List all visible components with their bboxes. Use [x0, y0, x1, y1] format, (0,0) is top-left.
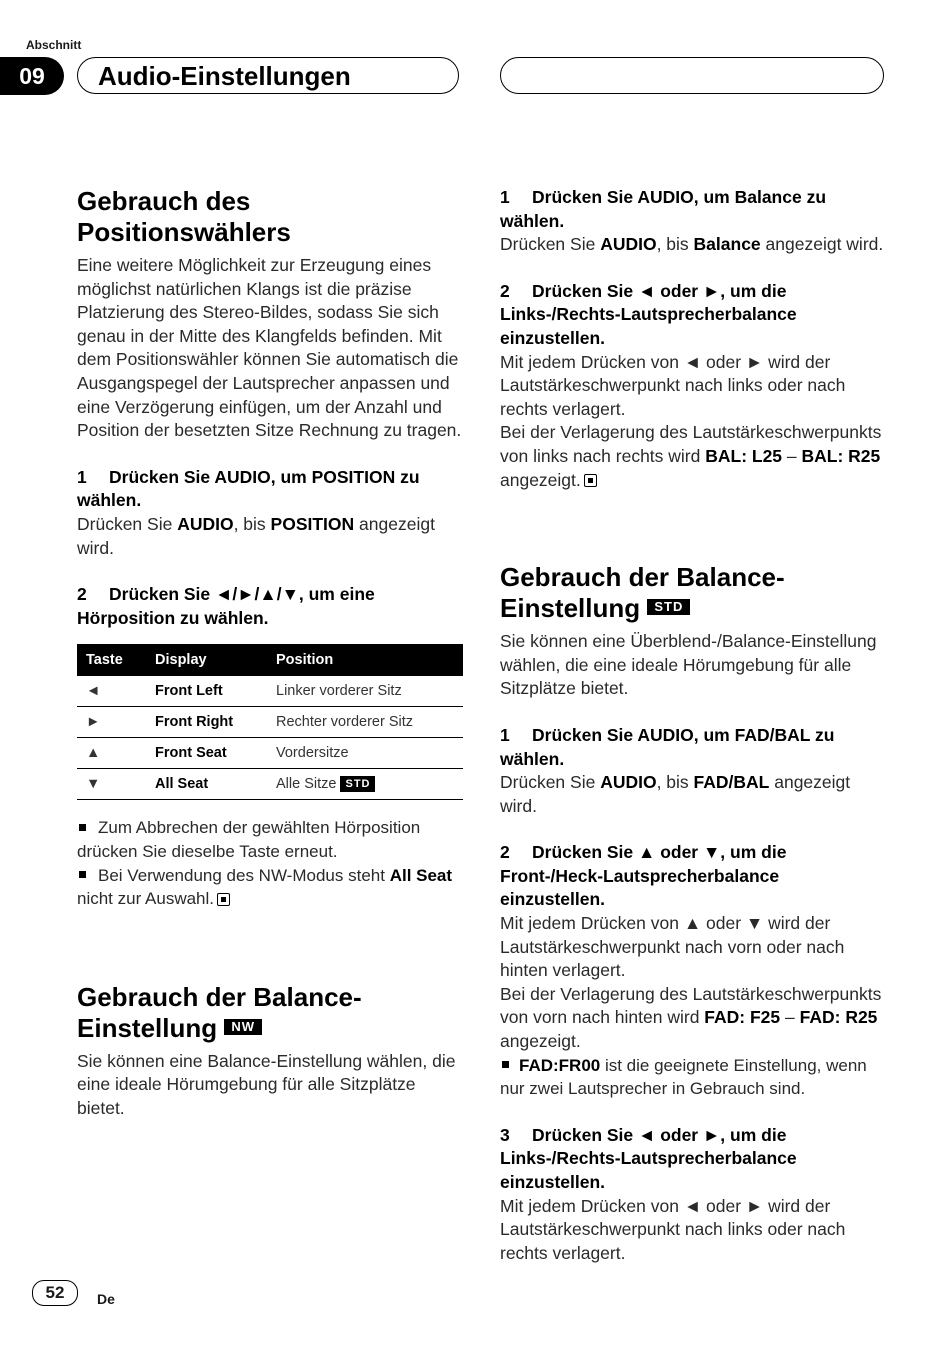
table-cell-display: Front Seat	[146, 738, 267, 769]
fad-step-2-display: Bei der Verlagerung des Lautstärkeschwerpunkts von vorn nach hinten wird FAD: F25 – FAD: R25 angezeigt.	[500, 983, 882, 1052]
fad-step-3-title: 3 Drücken Sie ◄ oder ►, um die Links-/Rechts-Lautsprecherbalance einzustellen.	[500, 1124, 797, 1192]
table-cell-position: Linker vorderer Sitz	[267, 676, 463, 707]
end-mark-icon	[584, 474, 597, 487]
table-header-position: Position	[267, 644, 463, 676]
heading-balance-nw: Gebrauch der Balance-Einstellung NW	[77, 981, 362, 1043]
table-cell-display: Front Right	[146, 707, 267, 738]
position-intro: Eine weitere Möglichkeit zur Erzeugung eines möglichst natürlichen Klangs ist die präzise Platzierung des Stereo-Bildes, sodass Sie sich genau in der Mitte des Klangfelds befinden. Mit dem Positionswähler können Sie automatisch die Ausgangspegel der Lautsprecher anpassen und eine Verzögerung einfügen, um der Anzahl und Position der besetzten Sitze Rechnung zu tragen.	[77, 255, 462, 441]
step-1-text: Drücken Sie AUDIO, bis POSITION angezeigt wird.	[77, 513, 435, 558]
step-2-title: 2 Drücken Sie ◄/►/▲/▼, um eine Hörposition zu wählen.	[77, 584, 375, 628]
step-1-title: 1 Drücken Sie AUDIO, um POSITION zu wählen.	[77, 466, 420, 511]
table-row	[77, 738, 463, 769]
std-badge: STD	[647, 599, 690, 615]
right-step-1-text: Drücken Sie AUDIO, bis Balance angezeigt wird.	[500, 234, 884, 255]
balance-std-text: Sie können eine Überblend-/Balance-Einstellung wählen, die eine ideale Hörumgebung für alle Sitzplätze bietet.	[500, 631, 877, 699]
section-title: Audio-Einstellungen	[98, 61, 351, 91]
table-cell-key: ►	[77, 707, 146, 738]
nw-badge: NW	[224, 1019, 262, 1035]
table-header-display: Display	[146, 644, 267, 676]
page-number: 52	[32, 1280, 78, 1306]
fad-step-1-text: Drücken Sie AUDIO, bis FAD/BAL angezeigt wird.	[500, 772, 851, 816]
right-step-2-text: Mit jedem Drücken von ◄ oder ► wird der Lautstärkeschwerpunkt nach links oder nach rechts verlagert.	[500, 351, 846, 419]
end-mark-icon	[217, 893, 230, 906]
heading-balance-std: Gebrauch der Balance-Einstellung STD	[500, 562, 785, 624]
note-nw-mode: Bei Verwendung des NW-Modus steht All Seat nicht zur Auswahl.	[77, 865, 453, 909]
empty-header-box	[500, 57, 884, 94]
table-cell-display: Front Left	[146, 676, 267, 707]
table-row	[77, 676, 463, 707]
note-cancel: Zum Abbrechen der gewählten Hörposition drücken Sie dieselbe Taste erneut.	[77, 818, 421, 861]
table-cell-position: Rechter vorderer Sitz	[267, 707, 463, 738]
table-cell-position: Vordersitze	[267, 738, 463, 769]
note-fad-fr00: FAD:FR00 ist die geeignete Einstellung, wenn nur zwei Lautsprecher in Gebrauch sind.	[500, 1055, 867, 1099]
heading-position-selector: Gebrauch des Positionswählers	[77, 186, 291, 247]
right-step-2-display: Bei der Verlagerung des Lautstärkeschwerpunkts von links nach rechts wird BAL: L25 – BAL: R25 angezeigt.	[500, 422, 882, 490]
language-code: De	[97, 1291, 115, 1307]
bullet-square-icon	[79, 871, 86, 878]
bullet-square-icon	[502, 1061, 509, 1068]
section-title-box	[77, 57, 459, 94]
fad-step-2-title: 2 Drücken Sie ▲ oder ▼, um die Front-/Heck-Lautsprecherbalance einzustellen.	[500, 842, 787, 910]
position-table	[77, 644, 463, 800]
section-number: 09	[0, 57, 64, 95]
fad-step-3-text: Mit jedem Drücken von ◄ oder ► wird der Lautstärkeschwerpunkt nach links oder nach rechts verlagert.	[500, 1195, 846, 1263]
table-row	[77, 769, 463, 800]
fad-step-1-title: 1 Drücken Sie AUDIO, um FAD/BAL zu wählen.	[500, 724, 835, 769]
section-label: Abschnitt	[26, 38, 82, 52]
table-cell-key: ▼	[77, 769, 146, 800]
right-step-1-title: 1 Drücken Sie AUDIO, um Balance zu wählen.	[500, 187, 827, 231]
balance-nw-text: Sie können eine Balance-Einstellung wählen, die eine ideale Hörumgebung für alle Sitzplätze bietet.	[77, 1050, 456, 1118]
right-step-2-title: 2 Drücken Sie ◄ oder ►, um die Links-/Rechts-Lautsprecherbalance einzustellen.	[500, 280, 797, 348]
fad-step-2-text: Mit jedem Drücken von ▲ oder ▼ wird der Lautstärkeschwerpunkt nach vorn oder nach hinten verlagert.	[500, 913, 845, 981]
std-badge: STD	[340, 776, 375, 792]
right-column	[500, 186, 886, 1265]
table-cell-key: ◄	[77, 676, 146, 707]
left-column	[77, 186, 463, 1120]
table-cell-key: ▲	[77, 738, 146, 769]
table-cell-position: Alle Sitze STD	[267, 769, 463, 800]
table-header-key: Taste	[77, 644, 146, 676]
table-row	[77, 707, 463, 738]
bullet-square-icon	[79, 824, 86, 831]
table-cell-display: All Seat	[146, 769, 267, 800]
